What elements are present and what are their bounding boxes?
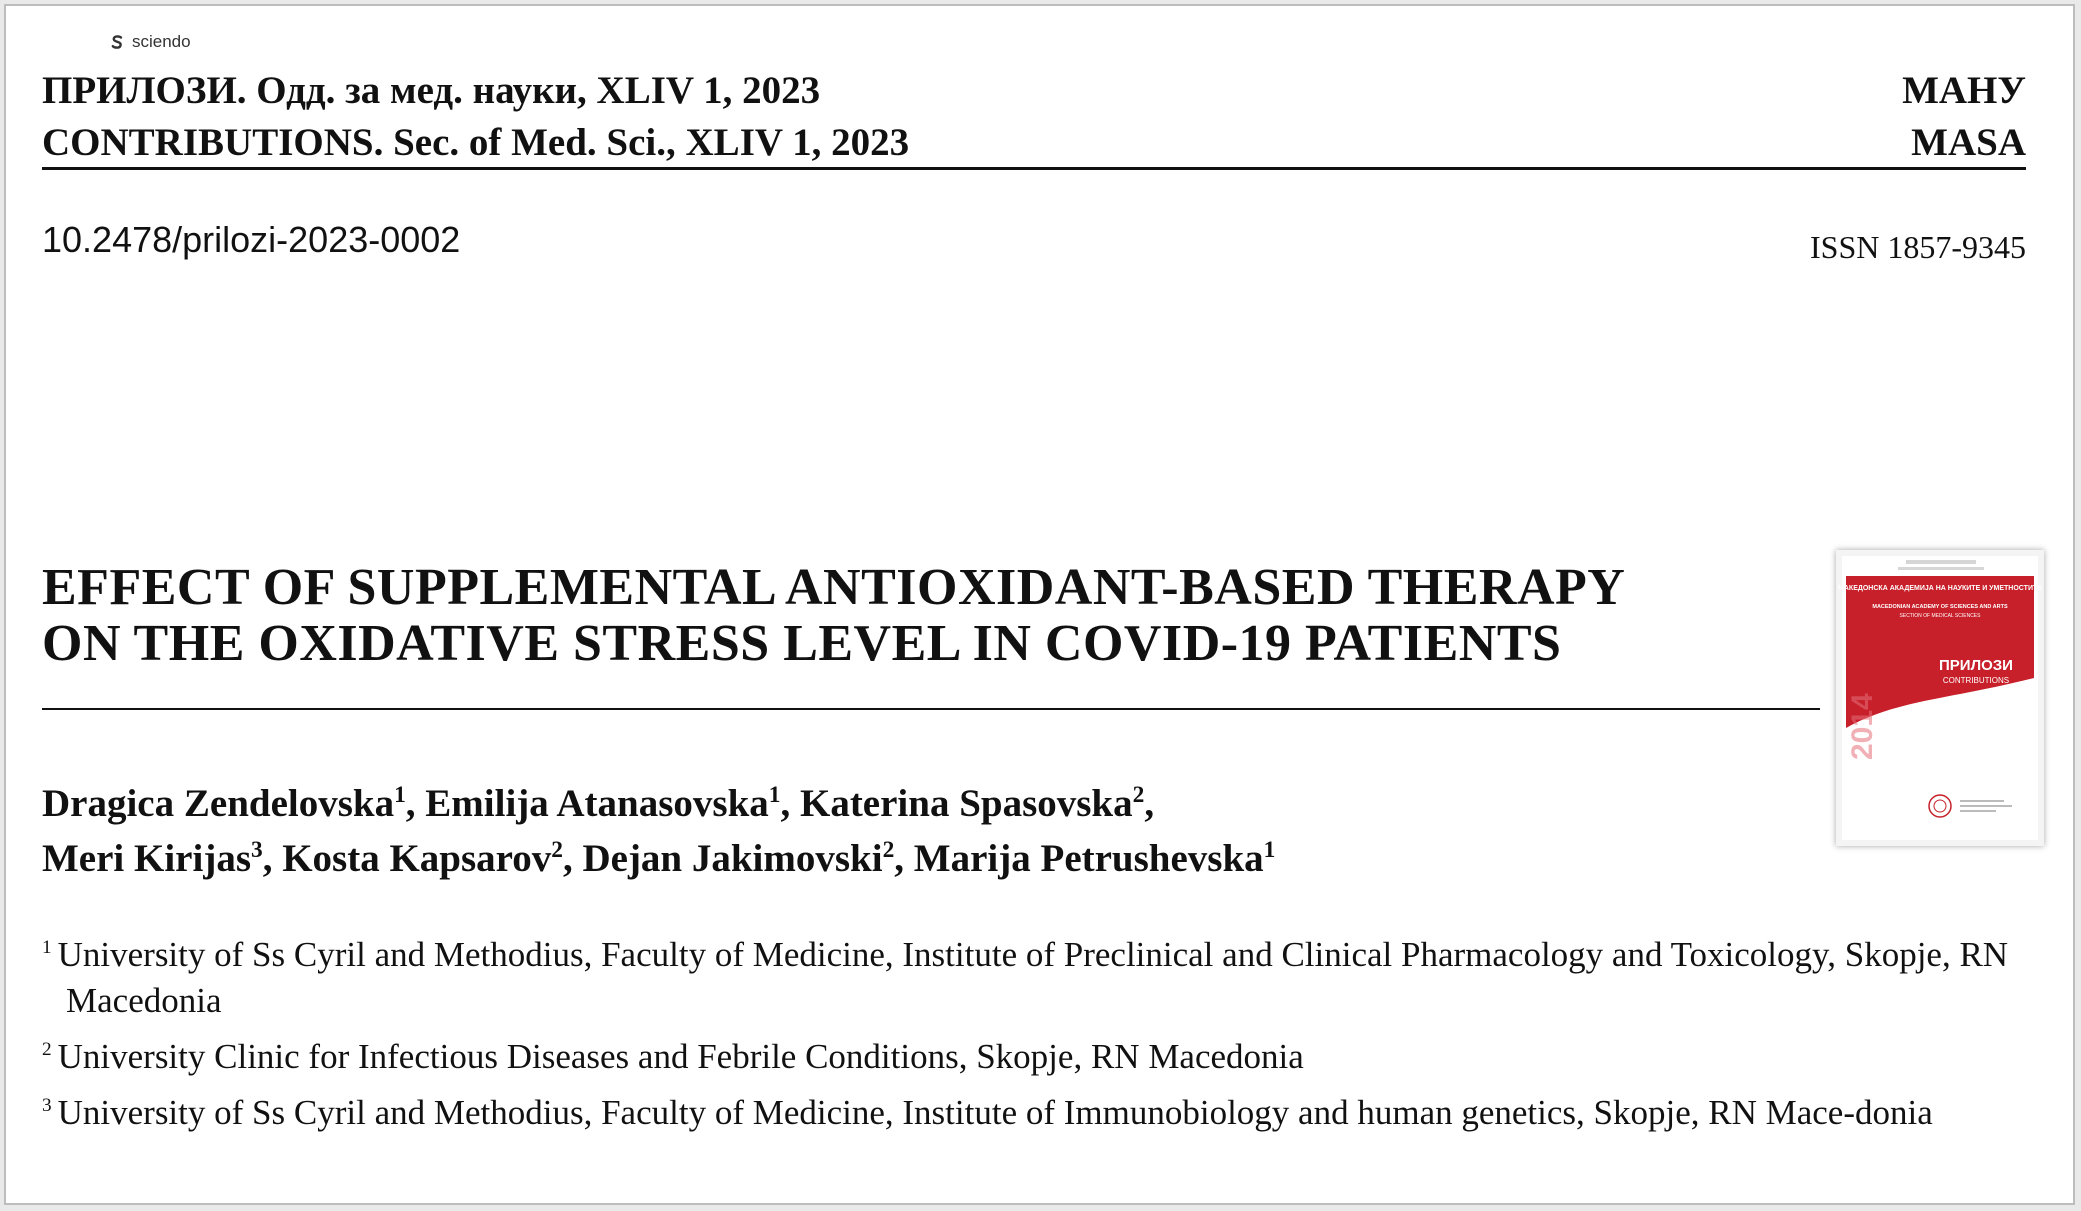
author-name: Katerina Spasovska	[799, 782, 1133, 825]
cover-issue: 2	[1995, 742, 2005, 759]
cover-section-en: SECTION OF MEDICAL SCIENCES	[1899, 613, 1981, 619]
publisher-en: MASA	[1911, 121, 2026, 164]
journal-cover-thumbnail	[1836, 550, 2044, 846]
cover-academy-mk: МАКЕДОНСКА АКАДЕМИЈА НА НАУКИТЕ И УМЕТНОСТИТЕ	[1838, 585, 2042, 592]
author-affiliation-mark: 2	[882, 837, 895, 863]
article-title-line-2: ON THE OXIDATIVE STRESS LEVEL IN COVID-19 PATIENTS	[42, 615, 1562, 672]
page-frame	[4, 4, 2075, 1205]
author-line-1: Dragica Zendelovska$^1$, Emilija Atanasovska$^1$, Katerina Spasovska$^2$,	[42, 782, 1155, 825]
author-name: Marija Petrushevska	[913, 837, 1264, 880]
article-title-line-1: EFFECT OF SUPPLEMENTAL ANTIOXIDANT-BASED THERAPY	[42, 559, 1626, 616]
author-affiliation-mark: 1	[1263, 837, 1276, 863]
article-title	[42, 560, 1832, 672]
author-name: Emilija Atanasovska	[425, 782, 769, 825]
author-affiliation-mark: 2	[1132, 782, 1145, 808]
cover-year: 2014	[1846, 693, 1879, 760]
sciendo-icon	[108, 33, 126, 51]
affiliation-number: 2	[42, 1039, 52, 1061]
author-name: Dragica Zendelovska	[42, 782, 395, 825]
affiliation-item	[42, 1034, 2040, 1080]
author-name: Meri Kirijas	[42, 837, 251, 880]
header-rule	[42, 167, 2026, 170]
sciendo-logo	[108, 32, 191, 52]
affiliation-text: University of Ss Cyril and Methodius, Faculty of Medicine, Institute of Preclinical and Clinical Pharmacology and Toxicology, Skopje, RN Macedonia	[57, 935, 2009, 1020]
journal-citation-mk: ПРИЛОЗИ. Одд. за мед. науки, XLIV 1, 2023	[42, 69, 821, 112]
journal-citation-en: CONTRIBUTIONS. Sec. of Med. Sci., XLIV 1, 2023	[42, 121, 910, 164]
author-affiliation-mark: 1	[768, 782, 781, 808]
sciendo-logo-text: sciendo	[132, 32, 191, 51]
journal-header-en	[42, 118, 2026, 168]
cover-academy-en: MACEDONIAN ACADEMY OF SCIENCES AND ARTS	[1872, 604, 2008, 610]
author-affiliation-mark: 3	[251, 837, 263, 863]
affiliation-number: 3	[42, 1095, 52, 1117]
author-name: Kosta Kapsarov	[282, 837, 552, 880]
affiliation-text: University of Ss Cyril and Methodius, Faculty of Medicine, Institute of Immunobiology and human genetics, Skopje, RN Mace-donia	[57, 1093, 1933, 1132]
affiliation-item	[42, 932, 2040, 1024]
cover-volume: XXXV	[1989, 729, 2011, 738]
journal-header-mk	[42, 66, 2026, 116]
author-list	[42, 776, 1822, 886]
publisher-mk: МАНУ	[1902, 69, 2026, 112]
cover-title-mk: ПРИЛОЗИ	[1939, 657, 2013, 674]
affiliation-list	[42, 932, 2040, 1146]
doi[interactable]: 10.2478/prilozi-2023-0002	[42, 219, 461, 260]
title-rule	[42, 708, 1820, 710]
affiliation-item	[42, 1090, 2040, 1136]
journal-cover-image	[1836, 550, 2044, 846]
author-affiliation-mark: 2	[551, 837, 563, 863]
affiliation-text: University Clinic for Infectious Diseases and Febrile Conditions, Skopje, RN Macedonia	[57, 1037, 1304, 1076]
issn: ISSN 1857-9345	[1809, 229, 2026, 265]
author-name: Dejan Jakimovski	[582, 837, 883, 880]
affiliation-number: 1	[42, 937, 52, 959]
author-affiliation-mark: 1	[394, 782, 406, 808]
author-line-2: Meri Kirijas$^3$, Kosta Kapsarov$^2$, Dejan Jakimovski$^2$, Marija Petrushevska$^1$	[42, 837, 1276, 880]
cover-title-en: CONTRIBUTIONS	[1942, 676, 2010, 685]
